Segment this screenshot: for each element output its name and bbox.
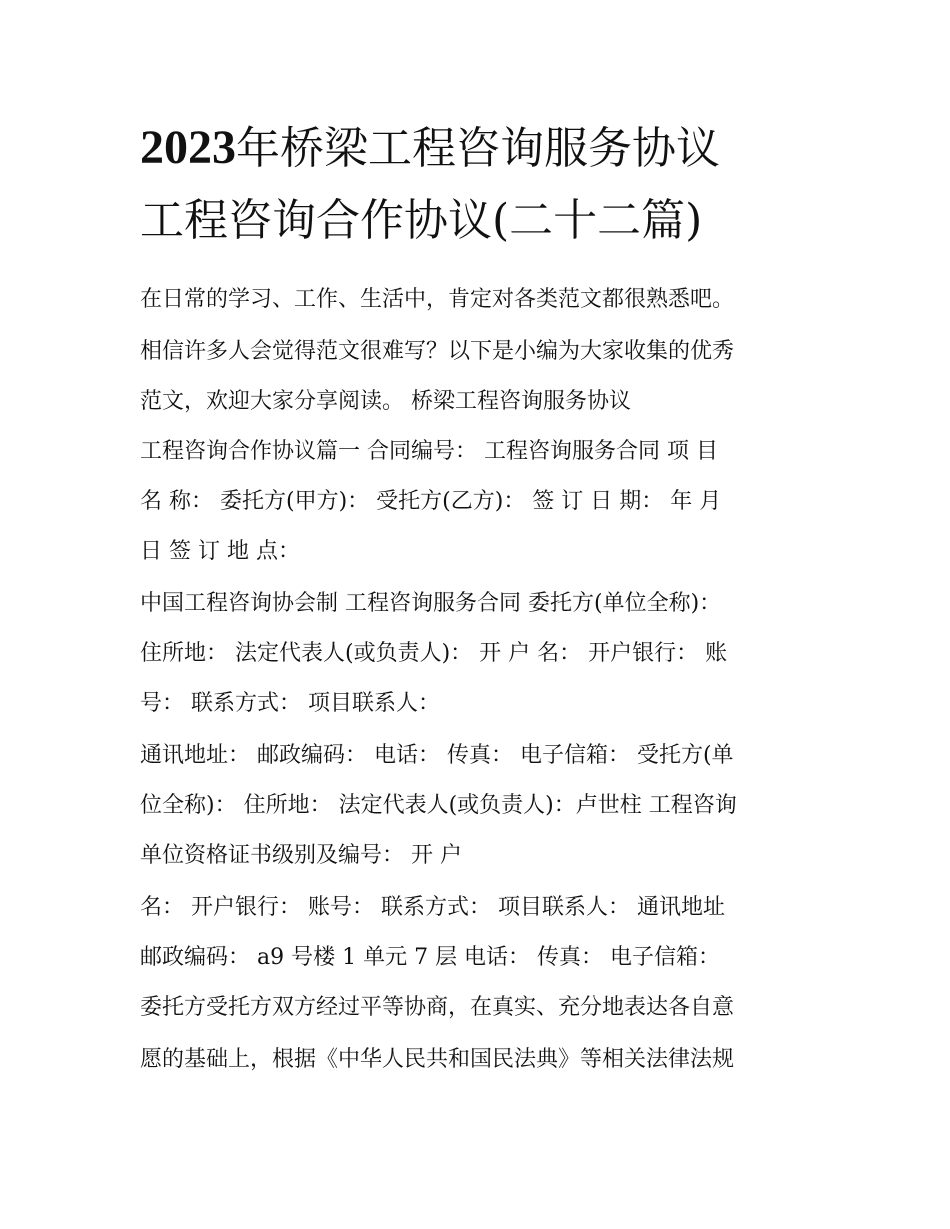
title-year: 2023 xyxy=(140,121,236,174)
body-line-7: 中国工程咨询协会制 工程咨询服务合同 委托方(单位全称)： xyxy=(140,591,722,616)
title-line-1-text: 年桥梁工程咨询服务协议 xyxy=(236,123,720,174)
body-line-11: 位全称)： 住所地： 法定代表人(或负责人)：卢世柱 工程咨询 xyxy=(140,793,737,818)
title-line-2: 工程咨询合作协议(二十二篇) xyxy=(140,195,703,246)
title-line-1 xyxy=(140,123,720,174)
body-line-4: 工程咨询合作协议篇一 合同编号： 工程咨询服务合同 项 目 xyxy=(140,439,718,464)
document-title xyxy=(140,112,830,257)
body-line-8: 住所地： 法定代表人(或负责人)： 开 户 名： 开户银行： 账 xyxy=(140,641,728,666)
body-line-6: 日 签 订 地 点： xyxy=(140,539,300,564)
body-line-5: 名 称： 委托方(甲方)： 受托方(乙方)： 签 订 日 期： 年 月 xyxy=(140,489,722,514)
body-line-3: 范文，欢迎大家分享阅读。 桥梁工程咨询服务协议 xyxy=(140,389,631,414)
body-line-12: 单位资格证书级别及编号： 开 户 xyxy=(140,843,462,868)
body-line-2: 相信许多人会觉得范文很难写？以下是小编为大家收集的优秀 xyxy=(140,339,735,364)
body-line-1: 在日常的学习、工作、生活中，肯定对各类范文都很熟悉吧。 xyxy=(140,287,735,312)
body-line-15: 委托方受托方双方经过平等协商，在真实、充分地表达各自意 xyxy=(140,995,735,1020)
body-line-16: 愿的基础上，根据《中华人民共和国民法典》等相关法律法规 xyxy=(140,1047,735,1072)
body-line-14: 邮政编码： a9 号楼 1 单元 7 层 电话： 传真： 电子信箱： xyxy=(140,945,721,970)
body-line-10: 通讯地址： 邮政编码： 电话： 传真： 电子信箱： 受托方(单 xyxy=(140,743,734,768)
body-line-13: 名： 开户银行： 账号： 联系方式： 项目联系人： 通讯地址 xyxy=(140,895,725,920)
body-line-9: 号： 联系方式： 项目联系人： xyxy=(140,691,440,716)
